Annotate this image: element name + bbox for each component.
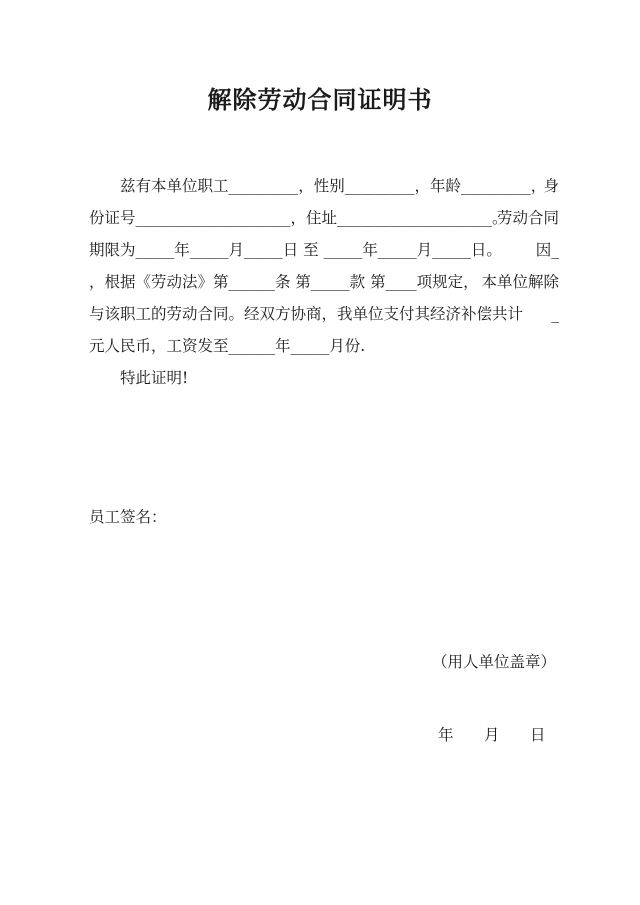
body-line-end: 本单位解除: [481, 273, 559, 291]
body-line: [89, 298, 559, 330]
body-line-text: 期限为_____年_____月_____日 至 _____年_____月_____日。: [89, 241, 502, 259]
body-line-end: _: [551, 305, 559, 323]
body-line-text: 元人民币，工资发至______年_____月份.: [89, 337, 366, 355]
body-line-text: ，根据《劳动法》第______条 第_____款 第____项规定，: [89, 273, 479, 291]
body-line: [89, 330, 559, 362]
body-line: [89, 234, 559, 266]
date-year-label: 年: [438, 726, 454, 744]
body-line: [89, 170, 559, 202]
closing-text: 特此证明!: [120, 369, 189, 387]
date-day-label: 日: [530, 726, 546, 744]
document-title: 解除劳动合同证明书: [207, 85, 433, 114]
body-line-end: 身: [543, 177, 559, 195]
body-line: [89, 266, 559, 298]
certificate-body: [89, 170, 559, 394]
body-line-text: 与该职工的劳动合同。经双方协商，我单位支付其经济补偿共计: [89, 305, 524, 323]
body-line: [89, 362, 559, 394]
employee-signature-label: 员工签名：: [89, 508, 167, 526]
seal-label: （用人单位盖章）: [432, 653, 557, 671]
body-line-end: 因_: [535, 241, 559, 259]
body-line-end: 劳动合同: [496, 209, 559, 227]
body-line: [89, 202, 559, 234]
date-month-label: 月: [484, 726, 500, 744]
body-line-text: 份证号____________________，住址____________________。: [89, 209, 508, 227]
body-line-text: 兹有本单位职工_________，性别_________，年龄_________，: [120, 177, 547, 195]
